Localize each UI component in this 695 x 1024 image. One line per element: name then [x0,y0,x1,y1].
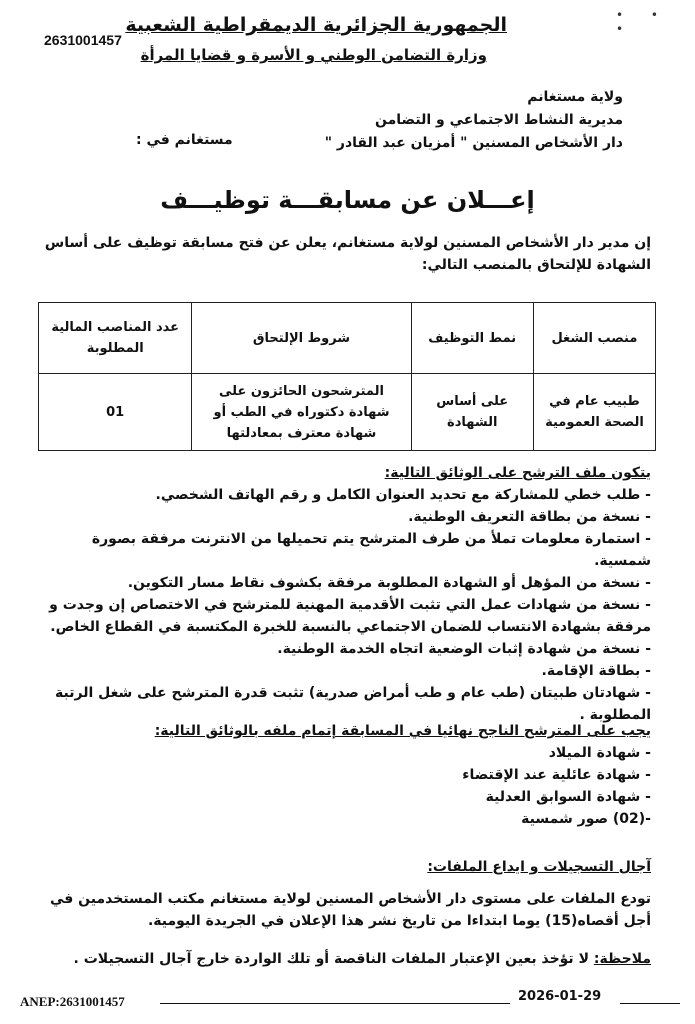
corner-marks: • • • [616,8,670,36]
note-label: ملاحظة: [593,951,651,967]
deadlines-text: تودع الملفات على مستوى دار الأشخاص المسنين لولاية مستغانم مكتب المستخدمين في أجل أقصاه(15) يوما ابتداءا من تاريخ نشر هذا الإعلان في الجريدة اليومية. [49,891,651,929]
footer-divider-right [620,1003,680,1004]
announcement-title: إعـــلان عن مسابقـــة توظيـــف [160,186,535,214]
documents-section [41,462,651,726]
ministry-heading: وزارة التضامن الوطني و الأسرة و قضايا المرأة [140,46,487,64]
table-header-row [39,303,656,374]
cell-job: طبيب عام في الصحة العمومية [533,374,655,451]
list-item: - شهادة عائلية عند الإقتضاء [462,767,651,783]
list-item: - نسخة من المؤهل أو الشهادة المطلوبة مرفقة بكشوف نقاط مسار التكوين. [127,575,651,591]
republic-heading: الجمهورية الجزائرية الديمقراطية الشعبية [125,14,507,36]
list-item: - استمارة معلومات تملأ من طرف المترشح يتم تحميلها من الانترنت مرفقة بصورة شمسية. [91,531,651,569]
list-item: - شهادة السوابق العدلية [485,789,651,805]
list-item: - بطاقة الإقامة. [541,663,651,679]
list-item: - نسخة من بطاقة التعريف الوطنية. [408,509,651,525]
reference-number: 2631001457 [44,32,122,48]
note-section [41,948,651,970]
list-item: - نسخة من شهادات عمل التي تثبت الأقدمية المهنية للمترشح في الاختصاص إن وجدت و مرفقة بشهادة الانتساب للضمان الاجتماعي بالنسبة للخبرة المكتسبة في القطاع الخاص. [49,597,651,635]
place-date: مستغانم في : [136,132,233,148]
wilaya-line: ولاية مستغانم [527,89,623,105]
cell-mode: على أساس الشهادة [411,374,533,451]
footer-divider-left [160,1003,510,1004]
directorate-line: مديرية النشاط الاجتماعي و التضامن [375,112,623,128]
list-item: - نسخة من شهادة إثبات الوضعية اتجاه الخدمة الوطنية. [277,641,651,657]
positions-table [38,302,656,451]
anep-reference: ANEP:2631001457 [20,994,125,1009]
publication-date: 2026-01-29 [518,989,602,1004]
deadlines-section [41,856,651,932]
list-item: - طلب خطي للمشاركة مع تحديد العنوان الكامل و رقم الهاتف الشخصي. [155,487,651,503]
list-item: - شهادة الميلاد [548,745,651,761]
final-documents-section [41,720,651,830]
header-conditions: شروط الإلتحاق [192,303,411,374]
list-item: -(02) صور شمسية [521,811,651,827]
note-text: لا تؤخذ بعين الإعتبار الملفات الناقصة أو تلك الواردة خارج آجال التسجيلات . [73,951,589,967]
cell-count: 01 [39,374,192,451]
final-documents-list [41,742,651,830]
header-job: منصب الشغل [533,303,655,374]
header-mode: نمط التوظيف [411,303,533,374]
final-documents-heading: يجب على المترشح الناجح نهائيا في المسابقة إتمام ملفه بالوثائق التالية: [154,723,651,739]
cell-conditions: المترشحون الحائزون على شهادة دكتوراه في الطب أو شهادة معترف بمعادلتها [192,374,411,451]
documents-heading: يتكون ملف الترشح على الوثائق التالية: [384,465,651,481]
announcement-intro: إن مدير دار الأشخاص المسنين لولاية مستغانم، يعلن عن فتح مسابقة توظيف على أساس الشهادة للإلتحاق بالمنصب التالي: [44,235,651,273]
documents-list [41,484,651,726]
institution-line: دار الأشخاص المسنين " أمزيان عبد القادر " [324,135,623,151]
list-item: - شهادتان طبيتان (طب عام و طب أمراض صدرية) تثبت قدرة المترشح على شغل الرتبة المطلوبة . [55,685,651,723]
table-row [39,374,656,451]
header-count: عدد المناصب المالية المطلوبة [39,303,192,374]
issuer-block [325,86,623,155]
deadlines-heading: آجال التسجيلات و ايداع الملفات: [427,859,651,875]
